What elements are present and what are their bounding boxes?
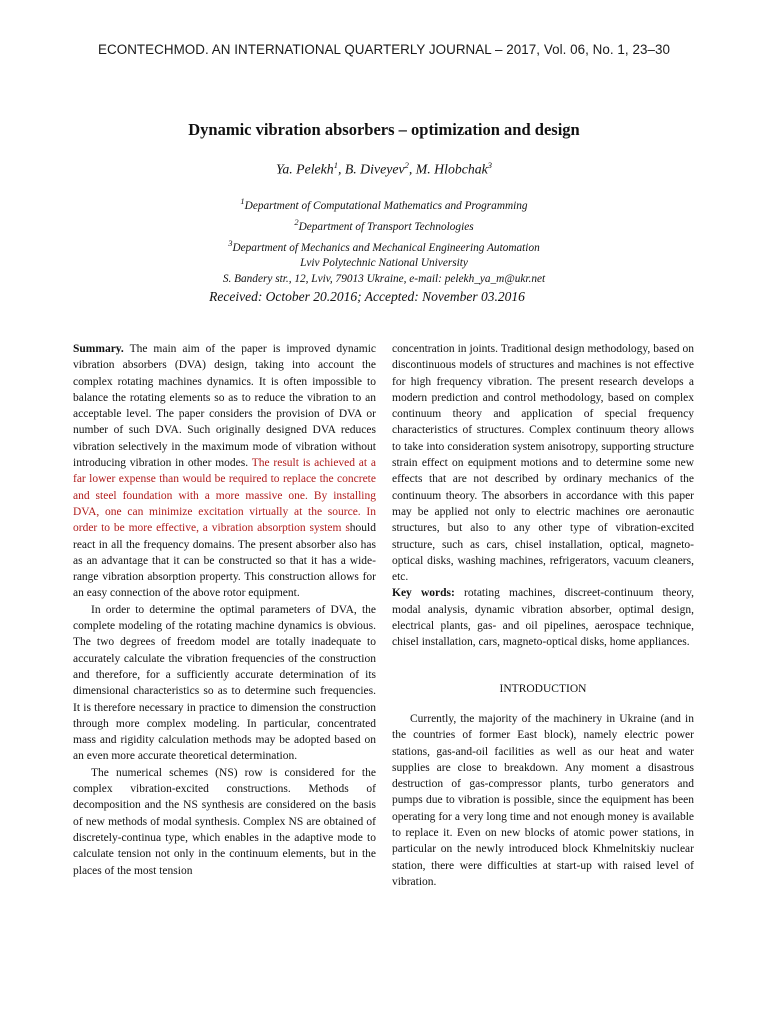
author-name: Ya. Pelekh bbox=[275, 161, 334, 177]
author-sup: 1 bbox=[333, 160, 338, 170]
author-sup: 2 bbox=[404, 160, 409, 170]
paper-title: Dynamic vibration absorbers – optimization and design bbox=[188, 120, 580, 139]
summary-text: hould react in all the frequency domains. The present absorber also has as an advantage that it can be constructed so that it has a wide-range vibration absorption property. This construction allows for an easy connection of the above rotor equipment. bbox=[73, 522, 376, 600]
author-name: B. Diveyev bbox=[344, 161, 405, 177]
body-paragraph: concentration in joints. Traditional design methodology, based on discontinuous models of structures and machines is not effective for high frequency vibration. The present research develops a modern prediction and control methodology, based on complex continuum theory and application of special frequency characteristics of structures. Complex continuum theory allows to take into consideration system anisotropy, supporting structure strain effect on equipment motions and to determine some new effects that are not described by ordinary mechanics of the continuum theory. The absorbers in accordance with this paper may be applied not only to electric machines ore aeronautic structures, but also to any other type of vibration-excited structure, such as cars, chisel installation, optical, magneto-optical disks, washing machines, refrigerators, vacuum cleaners, etc. bbox=[392, 343, 694, 584]
author-sup: 3 bbox=[487, 160, 493, 170]
affiliation-line bbox=[0, 235, 768, 256]
affiliations bbox=[0, 193, 768, 287]
author-name: M. Hlobchak bbox=[415, 161, 488, 177]
left-column bbox=[73, 341, 376, 879]
affiliation-sup: 2 bbox=[294, 216, 299, 227]
author-list bbox=[0, 160, 768, 178]
summary-highlight: The result is achieved at a far lower expense than would be required to replace the concrete and steel foundation with a more massive one. By installing DVA, one can minimize excitation virtually at the source. In order to be more effective, a vibration absorption system s bbox=[73, 457, 376, 535]
received-dates: Received: October 20.2016; Accepted: November 03.2016 bbox=[209, 289, 525, 304]
university: Lviv Polytechnic National University bbox=[300, 257, 468, 270]
keywords-label: Key words: bbox=[392, 587, 455, 600]
affiliation-sup: 3 bbox=[228, 237, 233, 248]
journal-header: ECONTECHMOD. AN INTERNATIONAL QUARTERLY JOURNAL – 2017, Vol. 06, No. 1, 23–30 bbox=[98, 42, 670, 57]
affiliation-line bbox=[0, 193, 768, 214]
affiliation-text: Department of Computational Mathematics and Programming bbox=[244, 199, 528, 212]
affiliation-text: Department of Transport Technologies bbox=[298, 220, 474, 233]
summary-label: Summary. bbox=[73, 343, 124, 355]
introduction-paragraph: Currently, the majority of the machinery in Ukraine (and in the countries of former East block), namely electric power stations, gas-and-oil facilities as well as our heat and water supplies are close to breakdown. Any moment a disastrous destruction of gas-compressor plants, turbo generators and pumps due to vibration is possible, since the equipment has been operating for a very long time and not enough money is available to replace it. Even on new blocks of atomic power stations, in particular on the newly introduced block Khmelnitskiy nuclear station, there were difficulties at start-up with raised level of vibration. bbox=[392, 712, 694, 888]
introduction-heading: INTRODUCTION bbox=[499, 682, 587, 695]
body-paragraph: The numerical schemes (NS) row is considered for the complex vibration-excited constructions. Methods of decomposition and the NS synthesis are considered on the basis of new methods of modal synthesis. Complex NS are obtained of discretely-continua type, which enables in the adaptive mode to calculate tension not only in the continuum elements, but in the places of the most tension bbox=[73, 766, 376, 877]
keywords-paragraph bbox=[392, 585, 694, 650]
keywords-text: rotating machines, discreet-continuum theory, modal analysis, dynamic vibration absorber, optimal design, electrical plants, gas- and oil pipelines, aerospace technique, chisel installation, cars, magneto-optical disks, home appliances. bbox=[392, 587, 694, 649]
body-paragraph: In order to determine the optimal parameters of DVA, the complete modeling of the rotating machine dynamics is obvious. The two degrees of freedom model are totally inadequate to accurately calculate the vibration frequencies of the construction and therefore, for a sufficiently accurate determination of its dimensional characteristics so as to determine such frequencies. It is therefore necessary in practice to dimension the construction through more complex modeling. In particular, concentrated mass and rigidity calculation methods may be adopted based on an even more accurate theoretical determination. bbox=[73, 603, 376, 763]
summary-text: The main aim of the paper is improved dynamic vibration absorbers (DVA) design, taking into account the complex rotating machines dynamics. It is often impossible to balance the rotating elements so as to reduce the vibration to an acceptable level. The paper considers the provision of DVA or number of such DVA. Such originally designed DVA reduces vibration selectively in the maximum mode of vibration without introducing vibration in other modes. bbox=[73, 343, 376, 470]
author-sep: , bbox=[408, 161, 416, 177]
affiliation-text: Department of Mechanics and Mechanical Engineering Automation bbox=[232, 241, 540, 254]
address: S. Bandery str., 12, Lviv, 79013 Ukraine, e-mail: pelekh_ya_m@ukr.net bbox=[222, 273, 546, 286]
author-sep: , bbox=[337, 161, 345, 177]
summary-paragraph bbox=[73, 341, 376, 602]
right-column bbox=[392, 341, 694, 890]
affiliation-sup: 1 bbox=[240, 196, 245, 206]
affiliation-line bbox=[0, 214, 768, 235]
